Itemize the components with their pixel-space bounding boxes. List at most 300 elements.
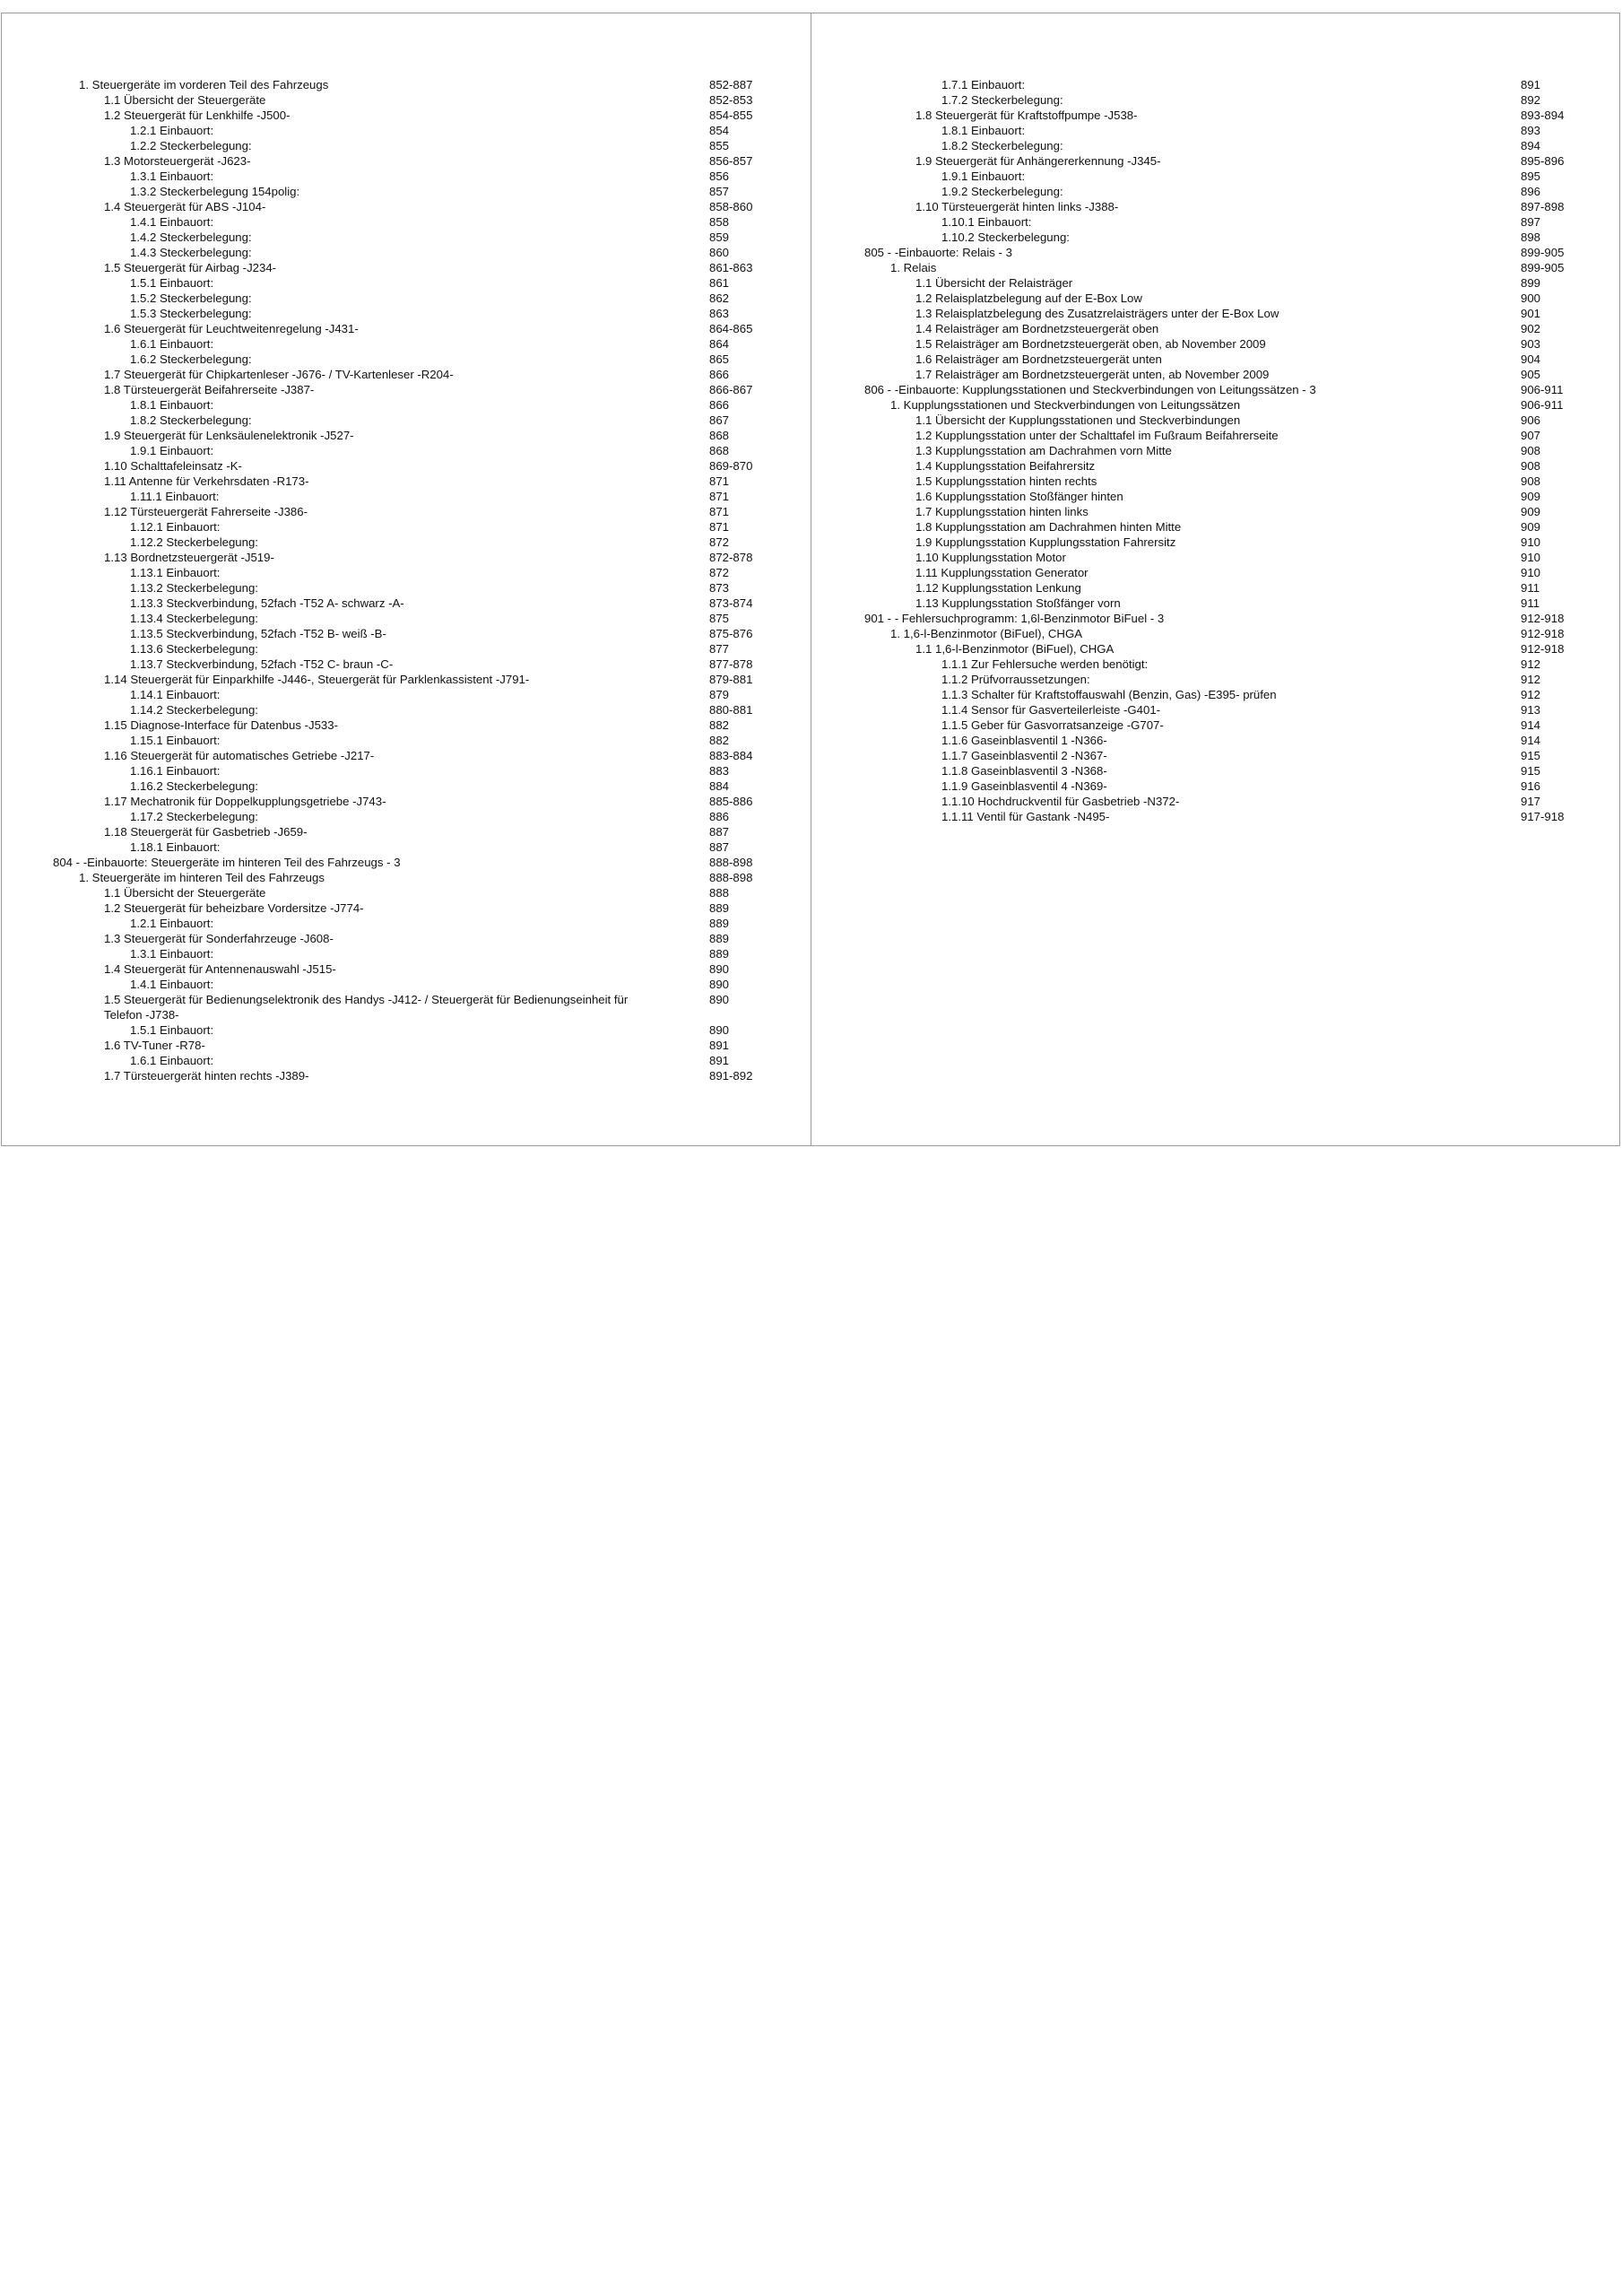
toc-entry-pages: 877 xyxy=(709,642,730,656)
toc-entry-title: 1.3 Relaisplatzbelegung des Zusatzrelaisträgers unter der E-Box Low xyxy=(915,307,1279,320)
toc-entry-title: 1.9 Steuergerät für Anhängererkennung -J345- xyxy=(915,154,1161,168)
toc-entry-title: 1.6 Relaisträger am Bordnetzsteuergerät unten xyxy=(915,352,1162,366)
toc-entry[interactable] xyxy=(864,153,1573,169)
toc-entry-pages: 879 xyxy=(709,688,730,701)
toc-entry[interactable] xyxy=(864,260,1573,275)
toc-entry[interactable] xyxy=(864,794,1573,809)
toc-entry-pages: 909 xyxy=(1521,505,1541,518)
toc-entry-pages: 911 xyxy=(1521,581,1540,595)
toc-entry[interactable] xyxy=(864,230,1573,245)
toc-entry-title: 1.2.1 Einbauort: xyxy=(130,917,214,930)
toc-entry[interactable] xyxy=(864,550,1573,565)
toc-entry[interactable] xyxy=(53,367,761,382)
toc-entry[interactable] xyxy=(864,778,1573,794)
toc-entry[interactable] xyxy=(53,885,761,900)
toc-entry[interactable] xyxy=(53,596,761,611)
toc-entry[interactable] xyxy=(53,352,761,367)
toc-entry-title: 1.7 Relaisträger am Bordnetzsteuergerät unten, ab November 2009 xyxy=(915,368,1270,381)
toc-entry-pages: 884 xyxy=(709,779,730,793)
toc-entry-pages: 857 xyxy=(709,185,730,198)
toc-entry-title: 1.13.6 Steckerbelegung: xyxy=(130,642,258,656)
toc-entry[interactable] xyxy=(53,245,761,260)
toc-entry[interactable] xyxy=(53,260,761,275)
toc-entry[interactable] xyxy=(864,641,1573,657)
toc-entry-pages: 858 xyxy=(709,215,730,229)
toc-entry[interactable] xyxy=(53,169,761,184)
toc-entry-title: 1.3 Kupplungsstation am Dachrahmen vorn Mitte xyxy=(915,444,1172,457)
toc-entry-pages: 869-870 xyxy=(709,459,753,473)
toc-entry-pages: 914 xyxy=(1521,718,1541,732)
toc-entry-title: 1.5.1 Einbauort: xyxy=(130,1023,214,1037)
toc-page-right xyxy=(811,13,1620,1146)
toc-entry-pages: 854 xyxy=(709,124,730,137)
toc-entry-pages: 868 xyxy=(709,444,730,457)
toc-entry-title: 1.12.2 Steckerbelegung: xyxy=(130,535,258,549)
toc-entry-pages: 910 xyxy=(1521,551,1541,564)
toc-entry-pages: 911 xyxy=(1521,596,1540,610)
toc-entry-pages: 891 xyxy=(709,1039,730,1052)
toc-entry-title: 1.13.2 Steckerbelegung: xyxy=(130,581,258,595)
toc-entry-pages: 862 xyxy=(709,291,730,305)
toc-entry-pages: 875 xyxy=(709,612,730,625)
toc-entry[interactable] xyxy=(53,443,761,458)
toc-entry-pages: 906-911 xyxy=(1521,383,1564,396)
toc-entry[interactable] xyxy=(53,428,761,443)
toc-entry-pages: 887 xyxy=(709,825,730,839)
toc-entry-pages: 866 xyxy=(709,368,730,381)
toc-entry-title: 1.1 1,6-l-Benzinmotor (BiFuel), CHGA xyxy=(915,642,1115,656)
toc-entry-title: 1.7.1 Einbauort: xyxy=(941,78,1026,91)
toc-entry-title: 1.4 Steuergerät für ABS -J104- xyxy=(104,200,266,213)
toc-entry[interactable] xyxy=(864,306,1573,321)
toc-entry[interactable] xyxy=(53,535,761,550)
toc-entry-pages: 883-884 xyxy=(709,749,753,762)
toc-entry-pages: 880-881 xyxy=(709,703,753,717)
toc-entry[interactable] xyxy=(864,809,1573,824)
toc-entry-pages: 909 xyxy=(1521,490,1541,503)
toc-entry-title: 1.5 Relaisträger am Bordnetzsteuergerät oben, ab November 2009 xyxy=(915,337,1266,351)
toc-entry-pages: 856-857 xyxy=(709,154,753,168)
toc-entry-pages: 895 xyxy=(1521,170,1541,183)
toc-entry[interactable] xyxy=(53,504,761,519)
toc-entry[interactable] xyxy=(864,382,1573,397)
toc-entry[interactable] xyxy=(53,306,761,321)
toc-entry-pages: 897-898 xyxy=(1521,200,1565,213)
toc-entry-pages: 858-860 xyxy=(709,200,753,213)
toc-entry-pages: 877-878 xyxy=(709,657,753,671)
toc-entry-title: 1.1 Übersicht der Relaisträger xyxy=(915,276,1073,290)
toc-entry-title: 1.13.5 Steckverbindung, 52fach -T52 B- weiß -B- xyxy=(130,627,386,640)
toc-entry[interactable] xyxy=(864,580,1573,596)
toc-entry-pages: 910 xyxy=(1521,566,1541,579)
toc-entry-pages: 908 xyxy=(1521,459,1541,473)
toc-entry-title: 1.9 Steuergerät für Lenksäulenelektronik -J527- xyxy=(104,429,354,442)
toc-entry-pages: 861 xyxy=(709,276,730,290)
toc-entry[interactable] xyxy=(53,961,761,977)
toc-entry[interactable] xyxy=(53,977,761,992)
toc-entry-pages: 905 xyxy=(1521,368,1541,381)
toc-entry-title: 1.1.9 Gaseinblasventil 4 -N369- xyxy=(941,779,1107,793)
toc-entry-pages: 888 xyxy=(709,886,730,900)
toc-entry-title: 1.5 Steuergerät für Bedienungselektronik des Handys -J412- / Steuergerät für Bedienungseinheit für Telefon -J738- xyxy=(104,993,629,1022)
toc-entry[interactable] xyxy=(53,748,761,763)
toc-entry-pages: 861-863 xyxy=(709,261,753,274)
toc-entry[interactable] xyxy=(864,321,1573,336)
toc-entry[interactable] xyxy=(53,230,761,245)
toc-entry-title: 1.5 Kupplungsstation hinten rechts xyxy=(915,474,1097,488)
toc-entry[interactable] xyxy=(53,214,761,230)
toc-entry-title: 1.12 Türsteuergerät Fahrerseite -J386- xyxy=(104,505,308,518)
toc-entry-title: 1.16.1 Einbauort: xyxy=(130,764,221,778)
toc-entry-pages: 867 xyxy=(709,413,730,427)
toc-entry-pages: 894 xyxy=(1521,139,1541,152)
toc-entry[interactable] xyxy=(53,1022,761,1038)
toc-entry-pages: 889 xyxy=(709,947,730,961)
toc-entry[interactable] xyxy=(864,397,1573,413)
toc-entry[interactable] xyxy=(864,169,1573,184)
toc-entry-title: 1.3.1 Einbauort: xyxy=(130,947,214,961)
toc-entry[interactable] xyxy=(864,367,1573,382)
toc-entry[interactable] xyxy=(864,275,1573,291)
toc-entry-title: 1.4 Kupplungsstation Beifahrersitz xyxy=(915,459,1096,473)
toc-entry-pages: 873 xyxy=(709,581,730,595)
toc-entry-title: 1.13 Kupplungsstation Stoßfänger vorn xyxy=(915,596,1121,610)
toc-entry-pages: 856 xyxy=(709,170,730,183)
toc-entry-title: 1. Relais xyxy=(890,261,937,274)
toc-entry-title: 1.13.4 Steckerbelegung: xyxy=(130,612,258,625)
toc-entry[interactable] xyxy=(53,92,761,108)
toc-entry[interactable] xyxy=(53,718,761,733)
toc-entry-pages: 902 xyxy=(1521,322,1541,335)
toc-entry-pages: 889 xyxy=(709,901,730,915)
toc-entry-pages: 868 xyxy=(709,429,730,442)
toc-entry[interactable] xyxy=(864,504,1573,519)
toc-entry-title: 1.1.5 Geber für Gasvorratsanzeige -G707- xyxy=(941,718,1164,732)
toc-entry[interactable] xyxy=(53,687,761,702)
toc-entry-pages: 912 xyxy=(1521,688,1541,701)
toc-entry-title: 1.3 Motorsteuergerät -J623- xyxy=(104,154,251,168)
toc-entry[interactable] xyxy=(53,794,761,809)
toc-entry-pages: 890 xyxy=(709,993,730,1006)
toc-entry-pages: 871 xyxy=(709,505,730,518)
toc-entry-title: 1.4.1 Einbauort: xyxy=(130,978,214,991)
toc-list-left xyxy=(53,77,761,1083)
toc-entry-title: 1.14.2 Steckerbelegung: xyxy=(130,703,258,717)
toc-entry-title: 1.5.2 Steckerbelegung: xyxy=(130,291,252,305)
toc-entry[interactable] xyxy=(864,535,1573,550)
toc-entry-title: 1.6.2 Steckerbelegung: xyxy=(130,352,252,366)
toc-entry-title: 1.13.3 Steckverbindung, 52fach -T52 A- schwarz -A- xyxy=(130,596,404,610)
toc-entry-title: 1.8.1 Einbauort: xyxy=(130,398,214,412)
toc-entry[interactable] xyxy=(53,855,761,870)
toc-entry[interactable] xyxy=(53,778,761,794)
toc-entry-title: 1.11 Antenne für Verkehrsdaten -R173- xyxy=(104,474,309,488)
toc-entry[interactable] xyxy=(53,519,761,535)
toc-entry[interactable] xyxy=(53,626,761,641)
toc-entry[interactable] xyxy=(864,672,1573,687)
toc-entry[interactable] xyxy=(53,550,761,565)
toc-entry-title: 1.13 Bordnetzsteuergerät -J519- xyxy=(104,551,274,564)
toc-entry-title: 1.10 Kupplungsstation Motor xyxy=(915,551,1066,564)
toc-entry-title: 1.9 Kupplungsstation Kupplungsstation Fahrersitz xyxy=(915,535,1176,549)
toc-entry-title: 1.1.10 Hochdruckventil für Gasbetrieb -N372- xyxy=(941,795,1180,808)
toc-entry[interactable] xyxy=(864,748,1573,763)
toc-entry[interactable] xyxy=(53,336,761,352)
toc-entry-title: 1.2.1 Einbauort: xyxy=(130,124,214,137)
toc-entry-pages: 883 xyxy=(709,764,730,778)
toc-entry-pages: 912 xyxy=(1521,673,1541,686)
toc-entry-title: 1.1.7 Gaseinblasventil 2 -N367- xyxy=(941,749,1107,762)
toc-entry-pages: 871 xyxy=(709,490,730,503)
toc-entry[interactable] xyxy=(864,138,1573,153)
toc-entry-pages: 916 xyxy=(1521,779,1541,793)
toc-entry-title: 1.8.2 Steckerbelegung: xyxy=(130,413,252,427)
toc-entry-title: 1.4 Steuergerät für Antennenauswahl -J515- xyxy=(104,962,336,976)
toc-entry-pages: 854-855 xyxy=(709,109,753,122)
toc-entry[interactable] xyxy=(864,291,1573,306)
toc-entry-title: 1.15 Diagnose-Interface für Datenbus -J533- xyxy=(104,718,338,732)
toc-entry-title: 1.6 Steuergerät für Leuchtweitenregelung -J431- xyxy=(104,322,359,335)
toc-entry-title: 1.2 Steuergerät für beheizbare Vordersitze -J774- xyxy=(104,901,364,915)
toc-entry-pages: 859 xyxy=(709,230,730,244)
toc-entry[interactable] xyxy=(53,489,761,504)
toc-entry-title: 1.14.1 Einbauort: xyxy=(130,688,221,701)
toc-entry-title: 1.1 Übersicht der Steuergeräte xyxy=(104,93,266,107)
toc-entry-title: 1.5.3 Steckerbelegung: xyxy=(130,307,252,320)
toc-entry-title: 1.4.2 Steckerbelegung: xyxy=(130,230,252,244)
toc-entry[interactable] xyxy=(53,138,761,153)
toc-entry[interactable] xyxy=(864,413,1573,428)
toc-entry-title: 1.6.1 Einbauort: xyxy=(130,1054,214,1067)
toc-entry[interactable] xyxy=(53,397,761,413)
toc-entry[interactable] xyxy=(53,641,761,657)
toc-entry-pages: 915 xyxy=(1521,749,1541,762)
toc-entry-pages: 914 xyxy=(1521,734,1541,747)
toc-entry-title: 1.1.2 Prüfvorraussetzungen: xyxy=(941,673,1090,686)
toc-entry-title: 1.12.1 Einbauort: xyxy=(130,520,221,534)
toc-entry-pages: 864-865 xyxy=(709,322,753,335)
toc-entry-pages: 873-874 xyxy=(709,596,753,610)
toc-entry-pages: 889 xyxy=(709,917,730,930)
toc-entry-pages: 860 xyxy=(709,246,730,259)
toc-entry[interactable] xyxy=(864,489,1573,504)
toc-entry-pages: 890 xyxy=(709,978,730,991)
toc-entry[interactable] xyxy=(864,443,1573,458)
toc-entry[interactable] xyxy=(53,565,761,580)
toc-entry-title: 1.3.1 Einbauort: xyxy=(130,170,214,183)
toc-entry[interactable] xyxy=(864,702,1573,718)
toc-entry-title: 1.8.1 Einbauort: xyxy=(941,124,1026,137)
toc-entry-pages: 915 xyxy=(1521,764,1541,778)
toc-entry[interactable] xyxy=(53,611,761,626)
toc-entry-title: 1.9.1 Einbauort: xyxy=(941,170,1026,183)
toc-entry-title: 1.6 TV-Tuner -R78- xyxy=(104,1039,205,1052)
toc-entry[interactable] xyxy=(53,992,761,1022)
toc-entry-title: 1. 1,6-l-Benzinmotor (BiFuel), CHGA xyxy=(890,627,1082,640)
toc-entry-pages: 912-918 xyxy=(1521,642,1565,656)
toc-entry-title: 1.10.2 Steckerbelegung: xyxy=(941,230,1070,244)
toc-entry-pages: 886 xyxy=(709,810,730,823)
toc-entry[interactable] xyxy=(53,809,761,824)
toc-entry-pages: 912 xyxy=(1521,657,1541,671)
toc-entry[interactable] xyxy=(53,108,761,123)
toc-entry[interactable] xyxy=(864,657,1573,672)
toc-entry-pages: 912-918 xyxy=(1521,612,1565,625)
toc-entry[interactable] xyxy=(864,763,1573,778)
toc-entry[interactable] xyxy=(864,519,1573,535)
toc-entry-title: 1.4 Relaisträger am Bordnetzsteuergerät oben xyxy=(915,322,1159,335)
toc-entry-pages: 866 xyxy=(709,398,730,412)
toc-entry-pages: 897 xyxy=(1521,215,1541,229)
toc-entry[interactable] xyxy=(53,123,761,138)
toc-entry[interactable] xyxy=(864,245,1573,260)
toc-entry[interactable] xyxy=(53,946,761,961)
toc-entry[interactable] xyxy=(53,839,761,855)
toc-entry[interactable] xyxy=(53,1038,761,1053)
toc-entry-pages: 882 xyxy=(709,718,730,732)
toc-entry[interactable] xyxy=(53,321,761,336)
toc-entry-title: 1.17 Mechatronik für Doppelkupplungsgetriebe -J743- xyxy=(104,795,386,808)
toc-entry[interactable] xyxy=(53,824,761,839)
toc-entry-pages: 899-905 xyxy=(1521,246,1565,259)
toc-entry[interactable] xyxy=(53,474,761,489)
toc-entry[interactable] xyxy=(864,199,1573,214)
toc-entry-title: 1. Kupplungsstationen und Steckverbindungen von Leitungssätzen xyxy=(890,398,1241,412)
toc-entry[interactable] xyxy=(53,291,761,306)
toc-entry-title: 1.1.3 Schalter für Kraftstoffauswahl (Benzin, Gas) -E395- prüfen xyxy=(941,688,1277,701)
toc-entry[interactable] xyxy=(864,458,1573,474)
toc-entry-pages: 892 xyxy=(1521,93,1541,107)
toc-entry[interactable] xyxy=(53,184,761,199)
toc-entry-pages: 908 xyxy=(1521,474,1541,488)
toc-entry[interactable] xyxy=(864,184,1573,199)
toc-entry[interactable] xyxy=(53,763,761,778)
toc-entry-title: 1.3 Steuergerät für Sonderfahrzeuge -J608- xyxy=(104,932,334,945)
toc-entry[interactable] xyxy=(864,123,1573,138)
toc-entry-title: 1.10 Schalttafeleinsatz -K- xyxy=(104,459,242,473)
toc-entry-title: 1.16 Steuergerät für automatisches Getriebe -J217- xyxy=(104,749,375,762)
toc-entry-title: 1.1.6 Gaseinblasventil 1 -N366- xyxy=(941,734,1107,747)
toc-entry-pages: 879-881 xyxy=(709,673,753,686)
toc-entry-pages: 900 xyxy=(1521,291,1541,305)
toc-entry[interactable] xyxy=(53,702,761,718)
toc-entry-title: 1.10.1 Einbauort: xyxy=(941,215,1032,229)
toc-entry-title: 1.4.3 Steckerbelegung: xyxy=(130,246,252,259)
toc-entry[interactable] xyxy=(864,336,1573,352)
toc-entry-title: 1.15.1 Einbauort: xyxy=(130,734,221,747)
toc-entry[interactable] xyxy=(53,657,761,672)
toc-entry-pages: 890 xyxy=(709,1023,730,1037)
toc-entry[interactable] xyxy=(864,733,1573,748)
toc-entry[interactable] xyxy=(864,108,1573,123)
toc-entry[interactable] xyxy=(53,382,761,397)
toc-entry-pages: 871 xyxy=(709,520,730,534)
toc-entry[interactable] xyxy=(864,626,1573,641)
toc-entry-title: 1.9.2 Steckerbelegung: xyxy=(941,185,1063,198)
toc-entry[interactable] xyxy=(53,733,761,748)
toc-entry-pages: 891 xyxy=(709,1054,730,1067)
toc-entry-title: 1.8 Türsteuergerät Beifahrerseite -J387- xyxy=(104,383,315,396)
toc-entry[interactable] xyxy=(53,153,761,169)
toc-entry-pages: 890 xyxy=(709,962,730,976)
toc-entry-pages: 888-898 xyxy=(709,871,753,884)
toc-entry-title: 1.13.7 Steckverbindung, 52fach -T52 C- braun -C- xyxy=(130,657,394,671)
toc-entry[interactable] xyxy=(53,1068,761,1083)
toc-entry-pages: 899-905 xyxy=(1521,261,1565,274)
toc-entry[interactable] xyxy=(53,413,761,428)
toc-entry-title: 1.9.1 Einbauort: xyxy=(130,444,214,457)
toc-entry[interactable] xyxy=(864,718,1573,733)
toc-entry-pages: 893 xyxy=(1521,124,1541,137)
toc-entry-title: 1.4.1 Einbauort: xyxy=(130,215,214,229)
toc-entry[interactable] xyxy=(864,428,1573,443)
toc-entry[interactable] xyxy=(864,214,1573,230)
toc-entry[interactable] xyxy=(53,672,761,687)
toc-entry[interactable] xyxy=(53,458,761,474)
toc-entry-pages: 863 xyxy=(709,307,730,320)
toc-entry[interactable] xyxy=(864,77,1573,92)
toc-entry[interactable] xyxy=(53,580,761,596)
toc-entry-title: 805 - -Einbauorte: Relais - 3 xyxy=(864,246,1012,259)
toc-entry[interactable] xyxy=(864,474,1573,489)
toc-entry-pages: 871 xyxy=(709,474,730,488)
toc-entry-title: 1.7 Steuergerät für Chipkartenleser -J676- / TV-Kartenleser -R204- xyxy=(104,368,454,381)
toc-entry[interactable] xyxy=(864,92,1573,108)
toc-entry-pages: 885-886 xyxy=(709,795,753,808)
toc-entry-pages: 912-918 xyxy=(1521,627,1565,640)
toc-entry[interactable] xyxy=(53,931,761,946)
toc-entry-title: 1.16.2 Steckerbelegung: xyxy=(130,779,258,793)
toc-entry[interactable] xyxy=(864,565,1573,580)
toc-entry-pages: 899 xyxy=(1521,276,1541,290)
toc-entry-title: 1.18.1 Einbauort: xyxy=(130,840,221,854)
toc-entry[interactable] xyxy=(53,900,761,916)
toc-entry-pages: 917 xyxy=(1521,795,1541,808)
toc-entry-title: 1.6.1 Einbauort: xyxy=(130,337,214,351)
toc-entry[interactable] xyxy=(864,596,1573,611)
toc-entry-pages: 887 xyxy=(709,840,730,854)
toc-entry-title: 1. Steuergeräte im vorderen Teil des Fahrzeugs xyxy=(79,78,329,91)
toc-entry[interactable] xyxy=(53,199,761,214)
toc-entry[interactable] xyxy=(53,275,761,291)
toc-entry-pages: 893-894 xyxy=(1521,109,1565,122)
toc-entry[interactable] xyxy=(53,870,761,885)
toc-entry-title: 1.10 Türsteuergerät hinten links -J388- xyxy=(915,200,1119,213)
toc-entry-pages: 901 xyxy=(1521,307,1541,320)
toc-page-left xyxy=(1,13,811,1146)
toc-entry-title: 806 - -Einbauorte: Kupplungsstationen und Steckverbindungen von Leitungssätzen - 3 xyxy=(864,383,1316,396)
toc-entry-title: 1.12 Kupplungsstation Lenkung xyxy=(915,581,1081,595)
toc-entry-title: 1.7 Türsteuergerät hinten rechts -J389- xyxy=(104,1069,309,1083)
toc-entry[interactable] xyxy=(864,611,1573,626)
toc-entry[interactable] xyxy=(53,77,761,92)
toc-entry-pages: 872 xyxy=(709,535,730,549)
toc-entry[interactable] xyxy=(864,687,1573,702)
toc-entry-title: 1.1.4 Sensor für Gasverteilerleiste -G401- xyxy=(941,703,1161,717)
toc-entry[interactable] xyxy=(53,916,761,931)
toc-entry-pages: 917-918 xyxy=(1521,810,1565,823)
toc-entry[interactable] xyxy=(864,352,1573,367)
toc-entry-title: 1.17.2 Steckerbelegung: xyxy=(130,810,258,823)
toc-entry-title: 1.8 Steuergerät für Kraftstoffpumpe -J538- xyxy=(915,109,1138,122)
toc-entry-pages: 872-878 xyxy=(709,551,753,564)
toc-entry-pages: 891-892 xyxy=(709,1069,753,1083)
toc-entry-pages: 866-867 xyxy=(709,383,753,396)
toc-entry-title: 1.7.2 Steckerbelegung: xyxy=(941,93,1063,107)
toc-entry-title: 901 - - Fehlersuchprogramm: 1,6l-Benzinmotor BiFuel - 3 xyxy=(864,612,1165,625)
toc-entry[interactable] xyxy=(53,1053,761,1068)
toc-entry-pages: 888-898 xyxy=(709,856,753,869)
